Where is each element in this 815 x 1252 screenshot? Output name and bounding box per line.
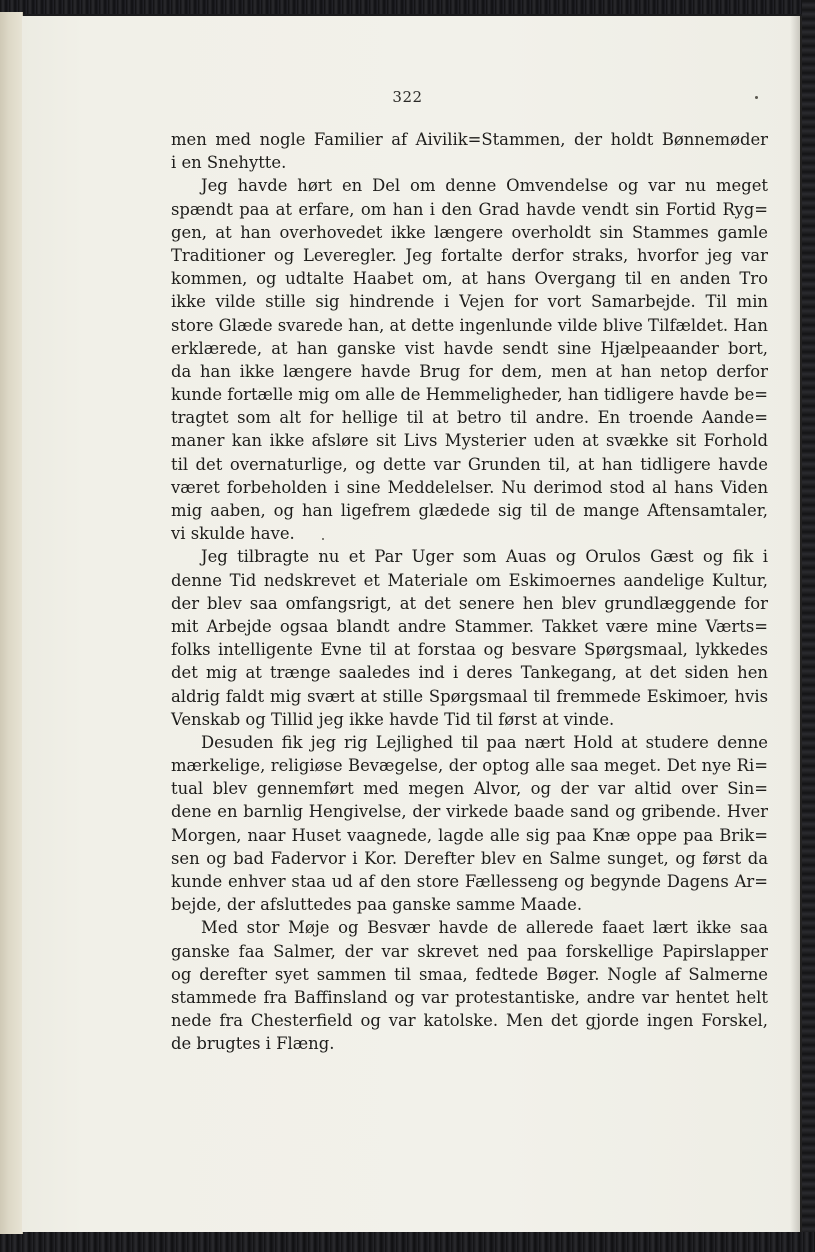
text-line: kunde enhver staa ud af den store Fællesseng og begynde Dagens Ar= — [171, 872, 768, 891]
text-line: da han ikke længere havde Brug for dem, men at han netop derfor — [171, 361, 768, 381]
text-line: der blev saa omfangsrigt, at det senere hen blev grundlæggende for — [171, 593, 768, 613]
text-line: ikke vilde stille sig hindrende i Vejen for vort Samarbejde. Til min — [171, 292, 768, 312]
scan-border-right — [802, 0, 815, 1252]
text-line: kommen, og udtalte Haabet om, at hans Overgang til en anden Tro — [171, 269, 768, 289]
text-line: erklærede, at han ganske vist havde sendt sine Hjælpeaander bort, — [171, 338, 768, 358]
text-line: mig aaben, og han ligefrem glædede sig til de mange Aftensamtaler, — [171, 501, 768, 520]
paper-speck — [755, 96, 758, 99]
text-line: i en Snehytte. — [171, 153, 287, 173]
text-line: aldrig faldt mig svært at stille Spørgsmaal til fremmede Eskimoer, hvis — [171, 686, 768, 706]
page-shadow — [790, 16, 802, 1232]
text-line: tual blev gennemført med megen Alvor, og der var altid over Sin= — [171, 779, 768, 799]
text-line: og derefter syet sammen til smaa, fedtede Bøger. Nogle af Salmerne — [171, 964, 768, 984]
text-line: denne Tid nedskrevet et Materiale om Eskimoernes aandelige Kultur, — [171, 570, 768, 590]
paper-speck — [322, 538, 324, 540]
text-line: ganske faa Salmer, der var skrevet ned paa forskellige Papirslapper — [171, 941, 768, 961]
text-line: Morgen, naar Huset vaagnede, lagde alle sig paa Knæ oppe paa Brik= — [171, 825, 768, 845]
text-line: Traditioner og Leveregler. Jeg fortalte derfor straks, hvorfor jeg var — [171, 245, 768, 265]
text-line: kunde fortælle mig om alle de Hemmeligheder, han tidligere havde be= — [171, 385, 768, 405]
text-line: sen og bad Fadervor i Kor. Derefter blev en Salme sunget, og først da — [171, 848, 768, 868]
text-line: spændt paa at erfare, om han i den Grad havde vendt sin Fortid Ryg= — [171, 199, 768, 219]
text-line: Jeg havde hørt en Del om denne Omvendelse og var nu meget — [201, 176, 768, 196]
text-line: men med nogle Familier af Aivilik=Stammen, der holdt Bønnemøder — [171, 130, 768, 149]
text-line: nede fra Chesterfield og var katolske. Men det gjorde ingen Forskel, — [171, 1011, 768, 1031]
page-number: 322 — [392, 88, 423, 106]
scan-border-top — [0, 0, 815, 14]
text-line: gen, at han overhovedet ikke længere overholdt sin Stammes gamle — [171, 222, 768, 242]
text-line: folks intelligente Evne til at forstaa og besvare Spørgsmaal, lykkedes — [171, 640, 768, 660]
text-line: bejde, der afsluttedes paa ganske samme Maade. — [171, 895, 583, 915]
text-line: dene en barnlig Hengivelse, der virkede baade sand og gribende. Hver — [171, 802, 768, 822]
scan-border-bottom — [0, 1232, 815, 1252]
text-line: det mig at trænge saaledes ind i deres Tankegang, at det siden hen — [171, 663, 768, 683]
text-line: Med stor Møje og Besvær havde de allerede faaet lært ikke saa — [201, 918, 768, 938]
text-line: Venskab og Tillid jeg ikke havde Tid til først at vinde. — [171, 709, 615, 729]
text-line: tragtet som alt for hellige til at betro til andre. En troende Aande= — [171, 408, 768, 428]
text-line: til det overnaturlige, og dette var Grunden til, at han tidligere havde — [171, 454, 768, 474]
text-line: store Glæde svarede han, at dette ingenlunde vilde blive Tilfældet. Han — [171, 315, 768, 335]
text-line: de brugtes i Flæng. — [171, 1034, 335, 1054]
text-line: været forbeholden i sine Meddelelser. Nu derimod stod al hans Viden — [171, 477, 768, 497]
page-binding-edge — [0, 12, 23, 1234]
text-line: maner kan ikke afsløre sit Livs Mysterier uden at svække sit Forhold — [171, 431, 768, 451]
text-line: mærkelige, religiøse Bevægelse, der optog alle saa meget. Det nye Ri= — [171, 756, 768, 776]
body-text — [171, 128, 768, 1056]
text-line: Desuden fik jeg rig Lejlighed til paa nært Hold at studere denne — [201, 732, 768, 752]
text-line: mit Arbejde ogsaa blandt andre Stammer. Takket være mine Værts= — [171, 616, 768, 636]
text-line: Jeg tilbragte nu et Par Uger som Auas og Orulos Gæst og fik i — [201, 547, 768, 567]
text-line: vi skulde have. — [171, 524, 295, 544]
text-line: stammede fra Baffinsland og var protestantiske, andre var hentet helt — [171, 987, 768, 1007]
